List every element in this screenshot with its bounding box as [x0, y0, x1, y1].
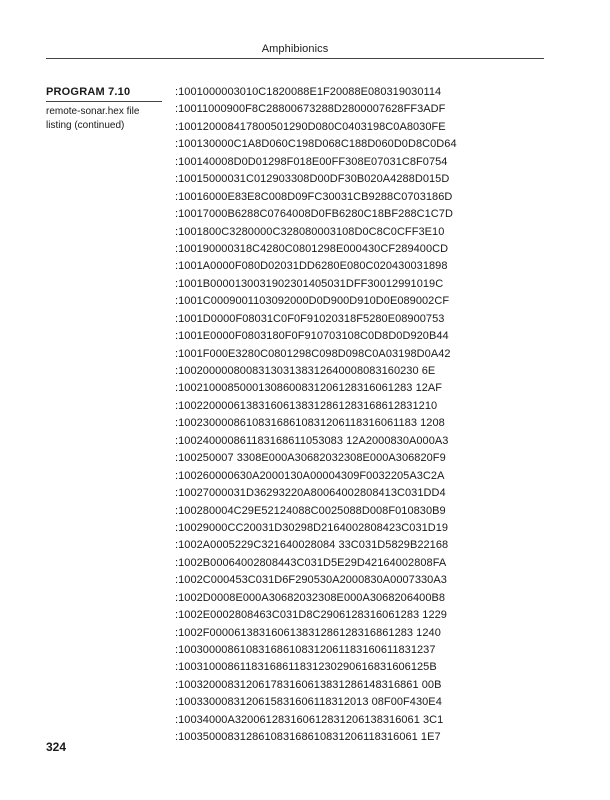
hex-line: :1001800C3280000C328080003108D0C8C0CFF3E10 [175, 225, 445, 238]
hex-line: :1003300083120615831606118312013 08F00F430E4 [175, 696, 442, 709]
hex-line: :10016000E83E8C008D09FC30031CB9288C0703186D [175, 190, 453, 203]
hex-line: :10034000A320061283160612831206138316061 3C1 [175, 713, 444, 726]
hex-line: :1001B0000130031902301405031DFF30012991019C [175, 277, 444, 290]
hex-line: :100190000318C4280C0801298E000430CF289400CD [175, 242, 449, 255]
hex-line: :1002B00064002808443C031D5E29D42164002808FA [175, 556, 447, 569]
hex-line: :100250007 3308E000A30682032308E000A306820F9 [175, 452, 446, 465]
hex-line: :100120008417800501290D080C0403198C0A8030FE [175, 120, 446, 133]
hex-line: :100280004C29E52124088C0025088D008F010830B9 [175, 504, 446, 517]
hex-line: :1001A0000F080D02031DD6280E080C020430031898 [175, 260, 448, 273]
running-head: Amphibionics [261, 43, 329, 55]
caption-rule [46, 101, 162, 102]
hex-line: :1001D0000F08031C0F0F91020318F5280E08900753 [175, 312, 445, 325]
hex-line: :10021000850001308600831206128316061283 12AF [175, 382, 443, 395]
program-label: PROGRAM 7.10 [46, 86, 131, 98]
hex-line: :100320008312061783160613831286148316861 00B [175, 678, 442, 691]
hex-listing [175, 84, 457, 747]
hex-line: :10027000031D36293220A80064002808413C031DD4 [175, 487, 446, 500]
hex-line: :100140008D0D01298F018E00FF308E07031C8F0754 [175, 155, 448, 168]
hex-line: :1002E0002808463C031D8C2906128316061283 1229 [175, 609, 447, 622]
hex-line: :100230000861083168610831206118316061183 1208 [175, 417, 445, 430]
hex-line: :10031000861183168611831230290616831606125B [175, 661, 437, 674]
hex-line: :100240000861183168611053083 12A2000830A000A3 [175, 434, 449, 447]
hex-line: :100260000630A2000130A00004309F0032205A3C2A [175, 469, 445, 482]
hex-line: :10029000CC20031D30298D2164002808423C031D19 [175, 521, 449, 534]
hex-line: :10017000B6288C0764008D0FB6280C18BF288C1C7D [175, 208, 453, 221]
hex-line: :1001E0000F0803180F0F910703108C0D8D0D920B44 [175, 330, 449, 343]
hex-line: :1002A0005229C321640028084 33C031D5829B22168 [175, 539, 449, 552]
hex-line: :100200000800831303138312640008083160230 6E [175, 365, 436, 377]
page-number: 324 [46, 740, 67, 754]
hex-line: :1001F000E3280C0801298C098D098C0A03198D0A42 [175, 347, 451, 360]
hex-line: :1002D0008E000A30682032308E000A3068206400B8 [175, 591, 446, 604]
hex-line: :100350008312861083168610831206118316061 1E7 [175, 731, 441, 744]
hex-line: :10015000031C012903308D00DF30B020A4288D015D [175, 173, 450, 186]
hex-line: :100300008610831686108312061183160611831237 [175, 644, 436, 656]
hex-line: :10011000900F8C28800673288D2800007628FF3ADF [175, 103, 446, 116]
hex-line: :1002F000061383160613831286128316861283 1240 [175, 626, 441, 639]
hex-line: :1002C000453C031D6F290530A2000830A0007330A3 [175, 574, 447, 587]
listing-caption: remote-sonar.hex file listing (continued) [46, 106, 140, 131]
hex-line: :1001C0009001103092000D0D900D910D0E089002CF [175, 295, 450, 308]
hex-line: :100130000C1A8D060C198D068C188D060D0D8C0D64 [175, 138, 457, 151]
hex-line: :1001000003010C1820088E1F20088E080319030114 [175, 86, 442, 98]
hex-line: :100220000613831606138312861283168612831210 [175, 399, 438, 412]
header-rule [46, 58, 544, 59]
